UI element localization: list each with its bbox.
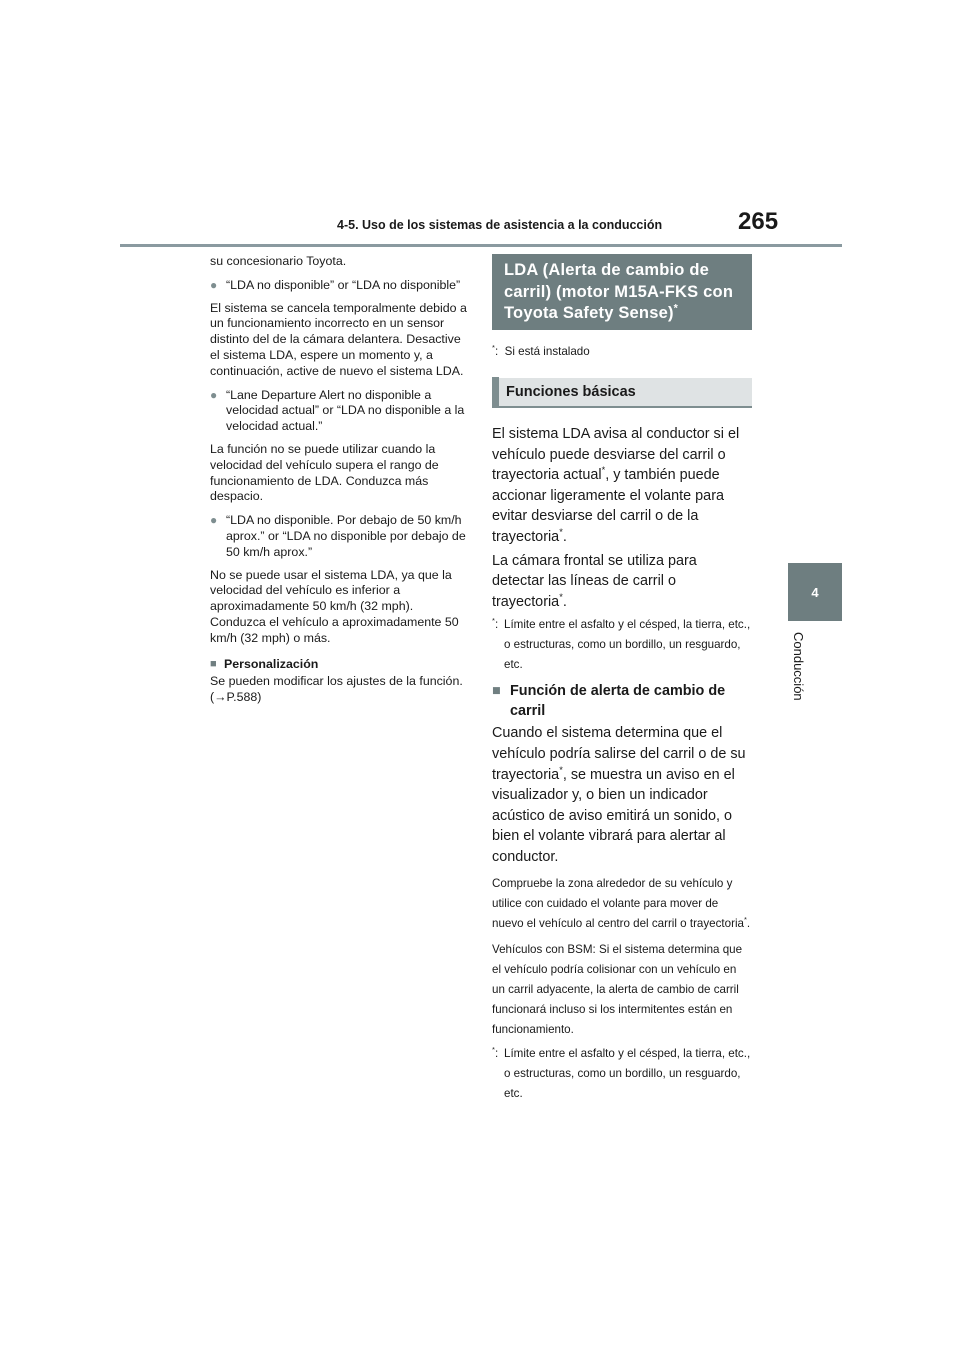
- asterisk-mark: *: [492, 1044, 495, 1054]
- text-run: La cámara frontal se utiliza para detectar las líneas de carril o trayectoria: [492, 552, 697, 610]
- asterisk-mark: *: [492, 616, 495, 626]
- section-heading-text: Funciones básicas: [506, 384, 636, 400]
- list-item: [210, 278, 472, 294]
- asterisk-mark: *: [492, 343, 495, 353]
- section-accent: [492, 377, 499, 407]
- asterisk-mark: *: [559, 591, 563, 602]
- bullet-icon: ●: [210, 513, 218, 528]
- page-number: 265: [738, 208, 779, 235]
- installed-note: [492, 344, 752, 360]
- footnote-text: Límite entre el asfalto y el césped, la tierra, etc., o estructuras, como un bordillo, un resguardo, etc.: [504, 1046, 751, 1100]
- asterisk-mark: *: [559, 527, 563, 538]
- square-icon: ■: [210, 657, 217, 670]
- paragraph: [492, 424, 752, 548]
- feature-title-text: LDA (Alerta de cambio de carril) (motor M15A-FKS con Toyota Safety Sense): [504, 261, 734, 322]
- footnote-marker: [492, 1044, 504, 1104]
- header-rule: [120, 244, 842, 247]
- colon-mark: :: [494, 345, 499, 358]
- asterisk-mark: *: [673, 302, 679, 315]
- footnote: [492, 1044, 752, 1104]
- list-item: [210, 513, 472, 560]
- footnote: [492, 615, 752, 675]
- bullet-icon: ●: [210, 387, 218, 402]
- footnote-marker: [492, 615, 504, 675]
- colon-mark: :: [494, 618, 499, 632]
- section-title: 4-5. Uso de los sistemas de asistencia a la conducción: [337, 218, 663, 232]
- sub-heading: [492, 681, 752, 721]
- body-text: [492, 723, 752, 867]
- text-run: Cuando el sistema determina que el vehículo podría salirse del carril o de su trayectoria: [492, 725, 746, 783]
- customization-text[interactable]: Se pueden modificar los ajustes de la función. (→P.588): [210, 674, 463, 705]
- text-run: .: [562, 593, 567, 610]
- left-column: [210, 254, 472, 714]
- list-item-text: El sistema se cancela temporalmente debido a un funcionamiento incorrecto en un sensor distinto del de la cámara delantera. Desactive el sistema LDA, espere un momento y, a continuación, active de nuevo el sistema LDA.: [210, 300, 467, 378]
- customization-heading: [210, 657, 472, 673]
- chapter-tab[interactable]: [788, 563, 842, 621]
- feature-title: [492, 254, 752, 330]
- text-run: , se muestra un aviso en el visualizador y, o bien un indicador acústico de aviso emitirá un sonido, o bien el volante vibrará para alertar al conductor.: [492, 766, 735, 865]
- square-icon: ■: [492, 683, 501, 700]
- asterisk-mark: *: [559, 764, 563, 775]
- list-item-title: “LDA no disponible. Por debajo de 50 km/h aprox.” or “LDA no disponible por debajo de 50 km/h aprox.”: [226, 513, 466, 559]
- list-item-text: No se puede usar el sistema LDA, ya que la velocidad del vehículo es inferior a aproximadamente 50 km/h (32 mph). Conduzca el vehículo a aproximadamente 50 km/h (32 mph) o más.: [210, 567, 459, 645]
- colon-mark: :: [494, 1046, 499, 1060]
- text-run: , y también puede accionar ligeramente el volante para evitar desviarse del carril o de la trayectoria: [492, 467, 724, 545]
- right-column: [492, 254, 752, 1108]
- section-heading: [492, 378, 752, 408]
- paragraph: [492, 874, 752, 934]
- list-item-text: La función no se puede utilizar cuando la velocidad del vehículo supera el rango de funcionamiento de LDA. Conduzca más despacio.: [210, 441, 439, 504]
- customization-heading-text: Personalización: [224, 656, 319, 671]
- installed-note-text: Si está instalado: [504, 345, 590, 358]
- text-run: Compruebe la zona alrededor de su vehículo y utilice con cuidado el volante para mover de nuevo el vehículo al centro del carril o trayectoria: [492, 876, 744, 930]
- intro-text: su concesionario Toyota.: [210, 254, 347, 268]
- paragraph: [492, 723, 752, 867]
- body-text: [492, 424, 752, 612]
- bullet-icon: ●: [210, 277, 218, 292]
- list-item-title: “Lane Departure Alert no disponible a velocidad actual” or “LDA no disponible a la velocidad actual.”: [226, 387, 465, 434]
- text-run: .: [562, 528, 567, 545]
- paragraph: Vehículos con BSM: Si el sistema determina que el vehículo podría colisionar con un vehículo en un carril adyacente, la alerta de cambio de carril funcionará incluso si los intermitentes están en funcionamiento.: [492, 942, 743, 1036]
- asterisk-mark: *: [743, 914, 747, 924]
- asterisk-mark: *: [601, 465, 606, 476]
- chapter-label: Conducción: [791, 632, 806, 701]
- footnote-text: Límite entre el asfalto y el césped, la tierra, etc., o estructuras, como un bordillo, un resguardo, etc.: [504, 618, 751, 672]
- chapter-number: 4: [811, 584, 819, 600]
- paragraph: [492, 551, 752, 613]
- text-run: El sistema LDA avisa al conductor si el vehículo puede desviarse del carril o trayectoria actual: [492, 426, 740, 484]
- list-item-title: “LDA no disponible” or “LDA no disponible”: [226, 277, 461, 292]
- list-item: [210, 388, 472, 435]
- text-run: .: [746, 916, 751, 930]
- sub-heading-text: Función de alerta de cambio de carril: [510, 683, 726, 720]
